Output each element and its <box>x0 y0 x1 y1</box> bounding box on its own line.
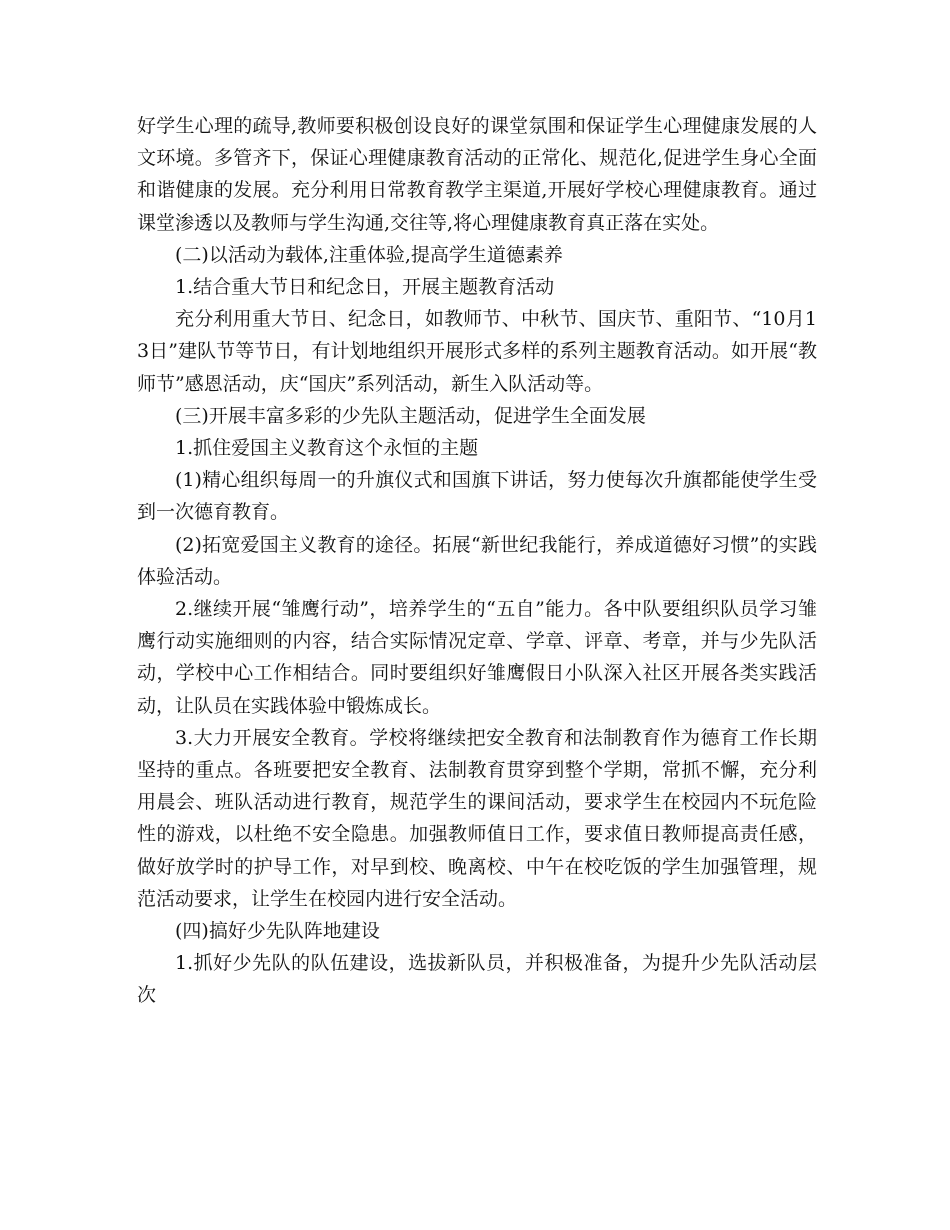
paragraph-3-1-1: (1)精心组织每周一的升旗仪式和国旗下讲话，努力使每次升旗都能使学生受到一次德育教育。 <box>137 469 817 524</box>
section-heading-2: (二)以活动为载体,注重体验,提高学生道德素养 <box>175 243 563 266</box>
paragraph-2-1-body: 充分利用重大节日、纪念日，如教师节、中秋节、国庆节、重阳节、“10月13日”建队节等节日，有计划地组织开展形式多样的系列主题教育活动。如开展“教师节”感恩活动，庆“国庆”系列活动，新生入队活动等。 <box>137 308 817 395</box>
paragraph-4-1: 1.抓好少先队的队伍建设，选拔新队员，并积极准备，为提升少先队活动层次 <box>137 952 817 1007</box>
paragraph-3-2: 2.继续开展“雏鹰行动”，培养学生的“五自”能力。各中队要组织队员学习雏鹰行动实施细则的内容，结合实际情况定章、学章、评章、考章，并与少先队活动，学校中心工作相结合。同时要组织好雏鹰假日小队深入社区开展各类实践活动，让队员在实践体验中锻炼成长。 <box>137 598 817 717</box>
paragraph-3-1-2: (2)拓宽爱国主义教育的途径。拓展“新世纪我能行，养成道德好习惯”的实践体验活动。 <box>137 533 817 588</box>
paragraph-3-3: 3.大力开展安全教育。学校将继续把安全教育和法制教育作为德育工作长期坚持的重点。各班要把安全教育、法制教育贯穿到整个学期，常抓不懈，充分利用晨会、班队活动进行教育，规范学生的课间活动，要求学生在校园内不玩危险性的游戏，以杜绝不安全隐患。加强教师值日工作，要求值日教师提高责任感，做好放学时的护导工作，对早到校、晚离校、中午在校吃饭的学生加强管理，规范活动要求，让学生在校园内进行安全活动。 <box>137 726 817 910</box>
section-heading-3: (三)开展丰富多彩的少先队主题活动，促进学生全面发展 <box>175 404 646 427</box>
document-body <box>137 110 817 1012</box>
subheading-2-1: 1.结合重大节日和纪念日，开展主题教育活动 <box>175 276 555 299</box>
subheading-3-1: 1.抓住爱国主义教育这个永恒的主题 <box>175 437 479 460</box>
paragraph-1: 好学生心理的疏导,教师要积极创设良好的课堂氛围和保证学生心理健康发展的人文环境。多管齐下，保证心理健康教育活动的正常化、规范化,促进学生身心全面和谐健康的发展。充分利用日常教育教学主渠道,开展好学校心理健康教育。通过课堂渗透以及教师与学生沟通,交往等,将心理健康教育真正落在实处。 <box>137 115 817 234</box>
section-heading-4: (四)搞好少先队阵地建设 <box>175 920 380 943</box>
